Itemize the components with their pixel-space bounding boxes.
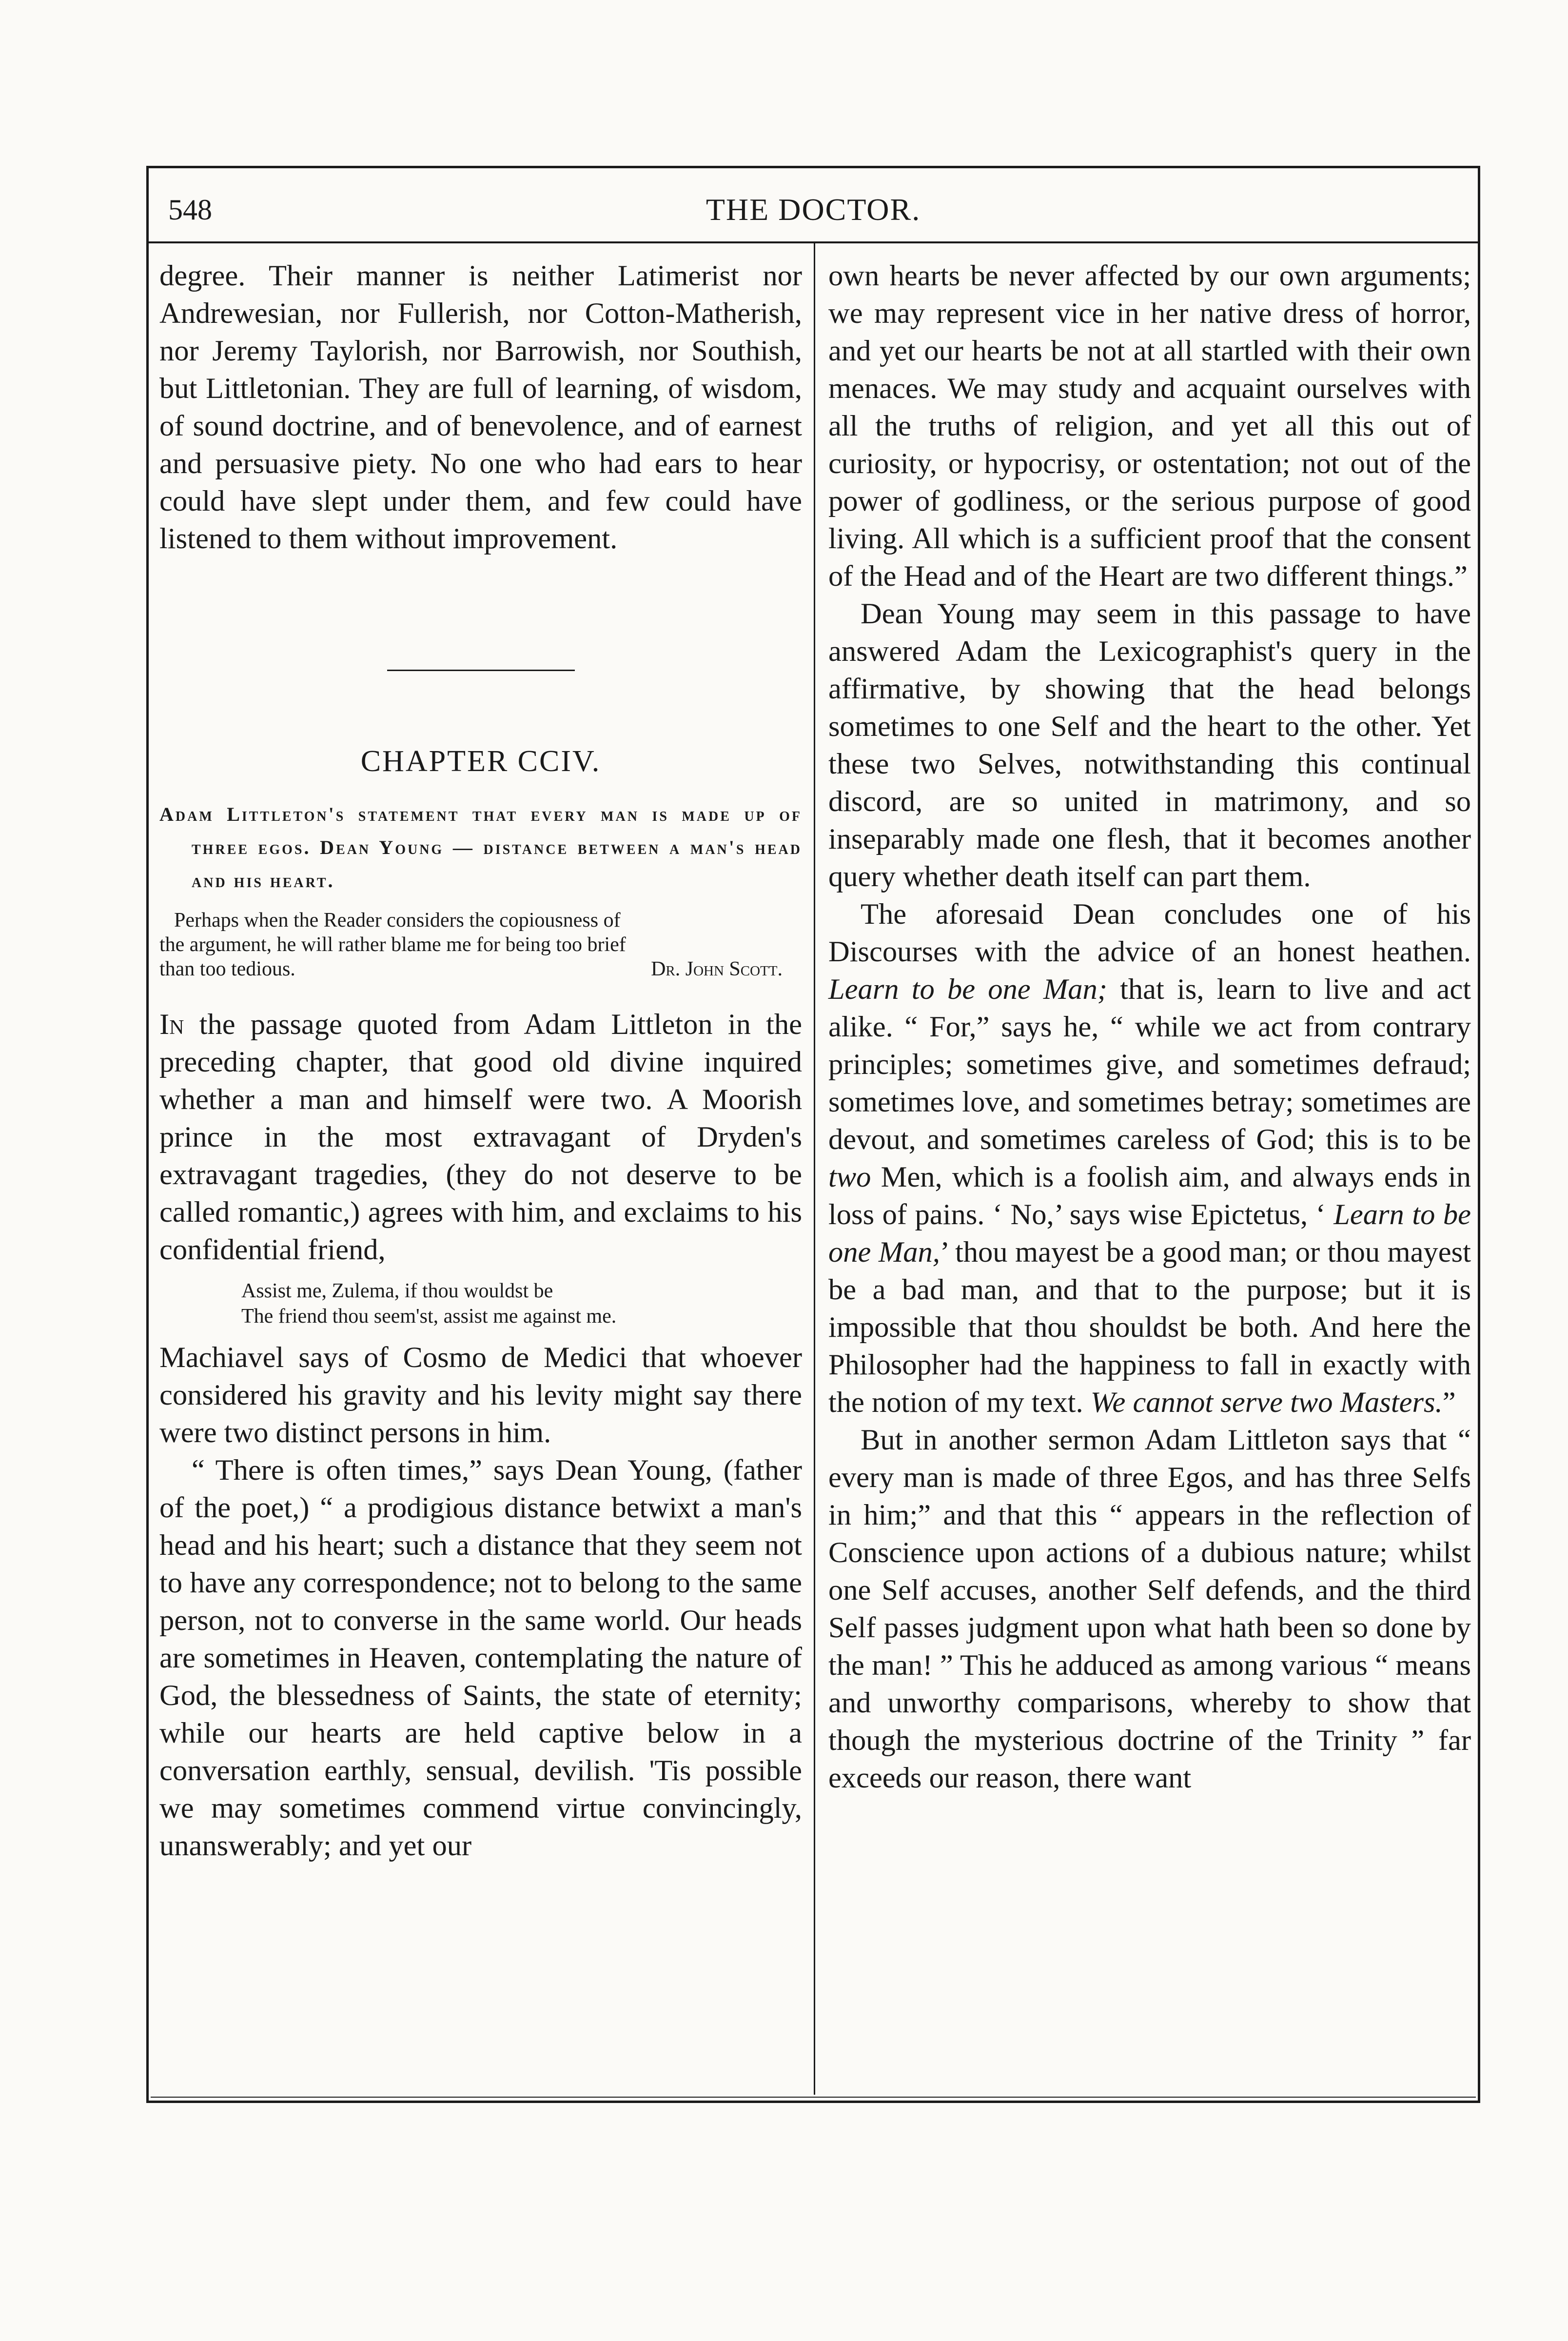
verse-line: Assist me, Zulema, if thou wouldst be bbox=[241, 1280, 553, 1302]
text-run: Men, which is a foolish aim, and always ends in loss of pains. ‘ No,’ says wise Epictetus, ‘ bbox=[828, 1161, 1471, 1231]
epigraph bbox=[159, 908, 802, 981]
epigraph-author: Dr. John Scott. bbox=[651, 958, 783, 980]
epigraph-line: Perhaps when the Reader considers the copiousness of bbox=[174, 909, 621, 932]
chapter-title: CHAPTER CCIV. bbox=[360, 745, 601, 778]
epigraph-line bbox=[159, 957, 802, 981]
paragraph: But in another sermon Adam Littleton says that “ every man is made of three Egos, and has three Selfs in him;” and that this “ appears in the reflection of Conscience upon actions of a dubious nature; whilst one Self accuses, another Self defends, and the third Self passes judgment upon what hath been so done by the man! ” This he adduced as among various “ means and unworthy comparisons, whereby to show that though the mysterious doctrine of the Trinity ” far exceeds our reason, there want bbox=[828, 1424, 1471, 1794]
paragraph: degree. Their manner is neither Latimerist nor Andrewesian, nor Fullerish, nor Cotton-Matherish, nor Jeremy Taylorish, nor Barrowish, nor Southish, but Littletonian. They are full of learning, of wisdom, of sound doctrine, and of benevolence, and of earnest and persuasive piety. No one who had ears to hear could have slept under them, and few could have listened to them without improvement. bbox=[159, 259, 802, 555]
paragraph: own hearts be never affected by our own arguments; we may represent vice in her native dress of horror, and yet our hearts be not at all startled with their own menaces. We may study and acquaint ourselves with all the truths of religion, and yet all this out of curiosity, or hypocrisy, or ostentation; not out of the power of godliness, or the serious purpose of good living. All which is a sufficient proof that the consent of the Head and of the Heart are two different things.” bbox=[828, 259, 1471, 593]
epigraph-text: than too tedious. bbox=[159, 958, 295, 980]
column-divider bbox=[814, 241, 815, 2095]
paragraph: “ There is often times,” says Dean Young, (father of the poet,) “ a prodigious distance betwixt a man's head and his heart; such a distance that they seem not to have any correspondence; not to belong to the same person, not to converse in the same world. Our heads are sometimes in Heaven, contemplating the nature of God, the blessedness of Saints, the state of eternity; while our hearts are held captive below in a conversation earthly, sensual, devilish. 'Tis possible we may sometimes commend virtue convincingly, unanswerably; and yet our bbox=[159, 1454, 802, 1862]
epigraph-line: the argument, he will rather blame me for being too brief bbox=[159, 933, 626, 956]
italic-text: Learn to be one Man, bbox=[828, 1198, 1471, 1269]
paragraph: Machiavel says of Cosmo de Medici that whoever considered his gravity and his levity might say there were two distinct persons in him. bbox=[159, 1341, 802, 1449]
page-number: 548 bbox=[168, 194, 212, 226]
running-title: THE DOCTOR. bbox=[706, 192, 921, 227]
running-header bbox=[149, 168, 1478, 243]
text-run: ” bbox=[1442, 1386, 1456, 1419]
initial-word: In bbox=[159, 1008, 184, 1041]
chapter-summary: Adam Littleton's statement that every man is made up of three egos. Dean Young — distance between a man's head and his heart. bbox=[159, 803, 802, 892]
text-run: that is, learn to live and act alike. “ For,” says he, “ while we act from contrary principles; sometimes give, and sometimes defraud; sometimes love, and sometimes betray; sometimes are devout, and sometimes careless of God; this is to be bbox=[828, 973, 1471, 1156]
paragraph bbox=[828, 895, 1471, 1421]
italic-text: Learn to be one Man; bbox=[828, 973, 1107, 1006]
right-column bbox=[828, 257, 1471, 1797]
italic-text: We cannot serve two Masters. bbox=[1090, 1386, 1443, 1419]
verse-line: The friend thou seem'st, assist me against me. bbox=[241, 1305, 617, 1328]
text-run: ’ thou mayest be a good man; or thou mayest be a bad man, and that to the purpose; but it is impossible that thou shouldst be both. And here the Philosopher had the happiness to fall in exactly with the notion of my text. bbox=[828, 1236, 1471, 1419]
left-column bbox=[159, 257, 802, 1865]
verse-quote bbox=[241, 1278, 802, 1329]
italic-text: two bbox=[828, 1161, 871, 1193]
paragraph-text: the passage quoted from Adam Littleton in the preceding chapter, that good old divine inquired whether a man and himself were two. A Moorish prince in the most extravagant of Dryden's extravagant tragedies, (they do not deserve to be called romantic,) agrees with him, and exclaims to his confidential friend, bbox=[159, 1008, 802, 1266]
paragraph bbox=[159, 1006, 802, 1269]
text-run: The aforesaid Dean concludes one of his Discourses with the advice of an honest heathen. bbox=[828, 898, 1471, 968]
paragraph: Dean Young may seem in this passage to have answered Adam the Lexicographist's query in the affirmative, by showing that the head belongs sometimes to one Self and the heart to the other. Yet these two Selves, notwithstanding this continual discord, are so united in matrimony, and so inseparably made one flesh, that it becomes another query whether death itself can part them. bbox=[828, 597, 1471, 893]
page-frame bbox=[146, 166, 1480, 2103]
section-rule bbox=[387, 670, 575, 671]
